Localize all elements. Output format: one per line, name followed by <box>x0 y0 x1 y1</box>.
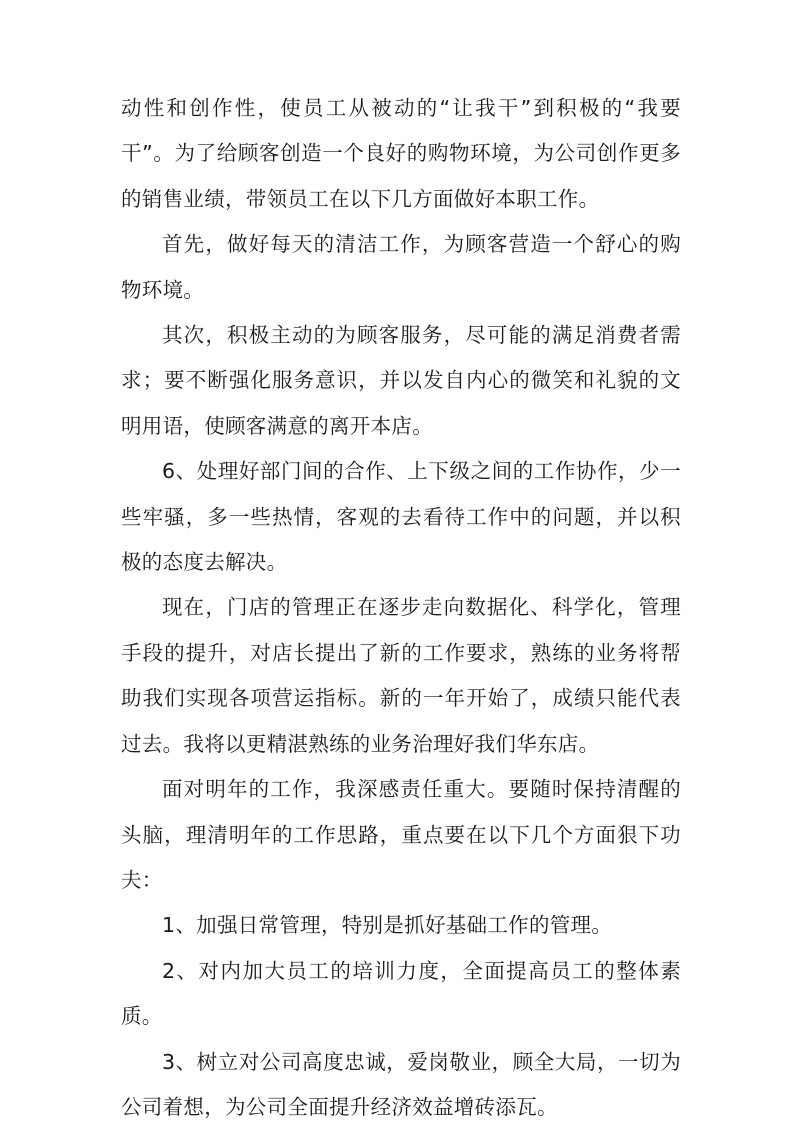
paragraph-item-3-loyalty: 3、树立对公司高度忠诚，爱岗敬业，顾全大局，一切为公司着想，为公司全面提升经济效益增砖添瓦。 <box>121 1049 681 1119</box>
document-body <box>121 86 681 1130</box>
paragraph-continuation: 动性和创作性，使员工从被动的“让我干”到积极的“我要干”。为了给顾客创造一个良好的购物环境，为公司创作更多的销售业绩，带领员工在以下几方面做好本职工作。 <box>121 96 681 211</box>
paragraph-store-management: 现在，门店的管理正在逐步走向数据化、科学化，管理手段的提升，对店长提出了新的工作要求，熟练的业务将帮助我们实现各项营运指标。新的一年开始了，成绩只能代表过去。我将以更精湛熟练的业务治理好我们华东店。 <box>121 595 681 756</box>
paragraph-item-2-training: 2、对内加大员工的培训力度，全面提高员工的整体素质。 <box>121 958 681 1029</box>
paragraph-item-1-daily-management: 1、加强日常管理，特别是抓好基础工作的管理。 <box>162 913 613 938</box>
paragraph-next-year-work: 面对明年的工作，我深感责任重大。要随时保持清醒的头脑，理清明年的工作思路，重点要在以下几个方面狠下功夫： <box>121 777 681 892</box>
paragraph-second-service: 其次，积极主动的为顾客服务，尽可能的满足消费者需求；要不断强化服务意识，并以发自内心的微笑和礼貌的文明用语，使顾客满意的离开本店。 <box>121 323 681 438</box>
paragraph-item-6-cooperation: 6、处理好部门间的合作、上下级之间的工作协作，少一些牢骚，多一些热情，客观的去看待工作中的问题，并以积极的态度去解决。 <box>121 459 681 575</box>
paragraph-first-cleaning: 首先，做好每天的清洁工作，为顾客营造一个舒心的购物环境。 <box>121 232 681 302</box>
